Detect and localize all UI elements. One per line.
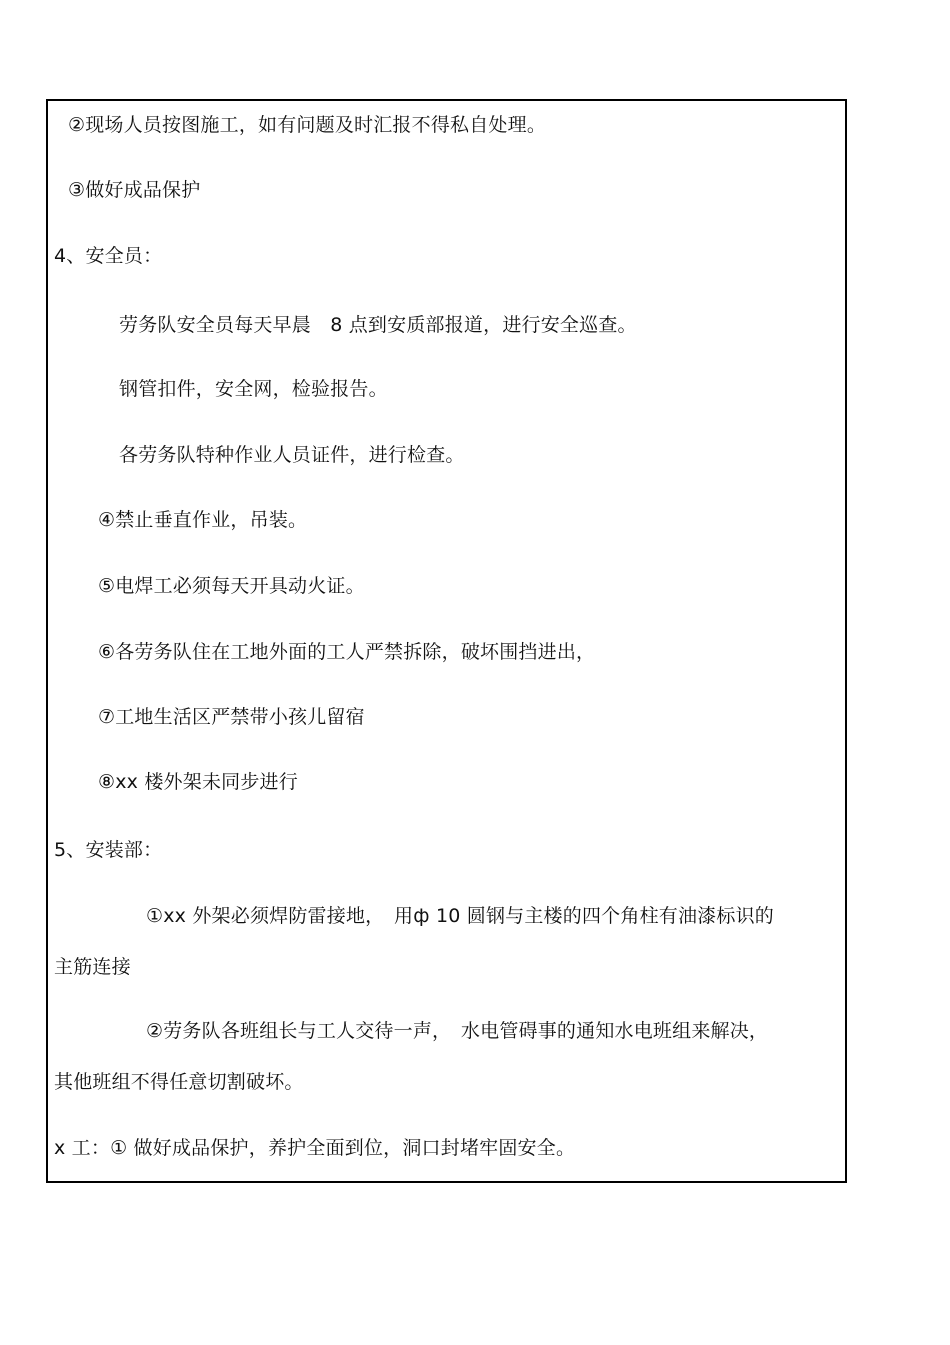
text-line-daily-report: 劳务队安全员每天早晨 8 点到安质部报道，进行安全巡查。	[119, 314, 637, 336]
text-line-protect-products: ③做好成品保护	[68, 179, 201, 201]
text-line-fence: ⑥各劳务队住在工地外面的工人严禁拆除，破坏围挡进出，	[98, 641, 596, 663]
text-line-steel-fasteners: 钢管扣件，安全网，检验报告。	[119, 378, 388, 400]
section-heading-installation: 5、安装部：	[54, 839, 163, 861]
text-line-x-worker: x 工：① 做好成品保护，养护全面到位，洞口封堵牢固安全。	[54, 1137, 576, 1159]
text-line-rebar-connection: 主筋连接	[54, 956, 131, 978]
text-line-fire-permit: ⑤电焊工必须每天开具动火证。	[98, 575, 365, 597]
text-line-lightning-grounding: ①xx 外架必须焊防雷接地， 用ф 10 圆钢与主楼的四个角柱有油漆标识的	[146, 905, 774, 927]
text-line-no-vertical-work: ④禁止垂直作业，吊装。	[98, 509, 308, 531]
text-line-site-personnel: ②现场人员按图施工，如有问题及时汇报不得私自处理。	[68, 114, 547, 136]
text-line-no-cutting: 其他班组不得任意切割破坏。	[54, 1071, 304, 1093]
text-line-living-area: ⑦工地生活区严禁带小孩儿留宿	[98, 706, 365, 728]
text-line-team-leaders: ②劳务队各班组长与工人交待一声， 水电管碍事的通知水电班组来解决，	[146, 1020, 769, 1042]
text-line-certificates: 各劳务队特种作业人员证件，进行检查。	[119, 444, 465, 466]
text-line-scaffold-sync: ⑧xx 楼外架未同步进行	[98, 771, 298, 793]
section-heading-safety-officer: 4、安全员：	[54, 245, 163, 267]
